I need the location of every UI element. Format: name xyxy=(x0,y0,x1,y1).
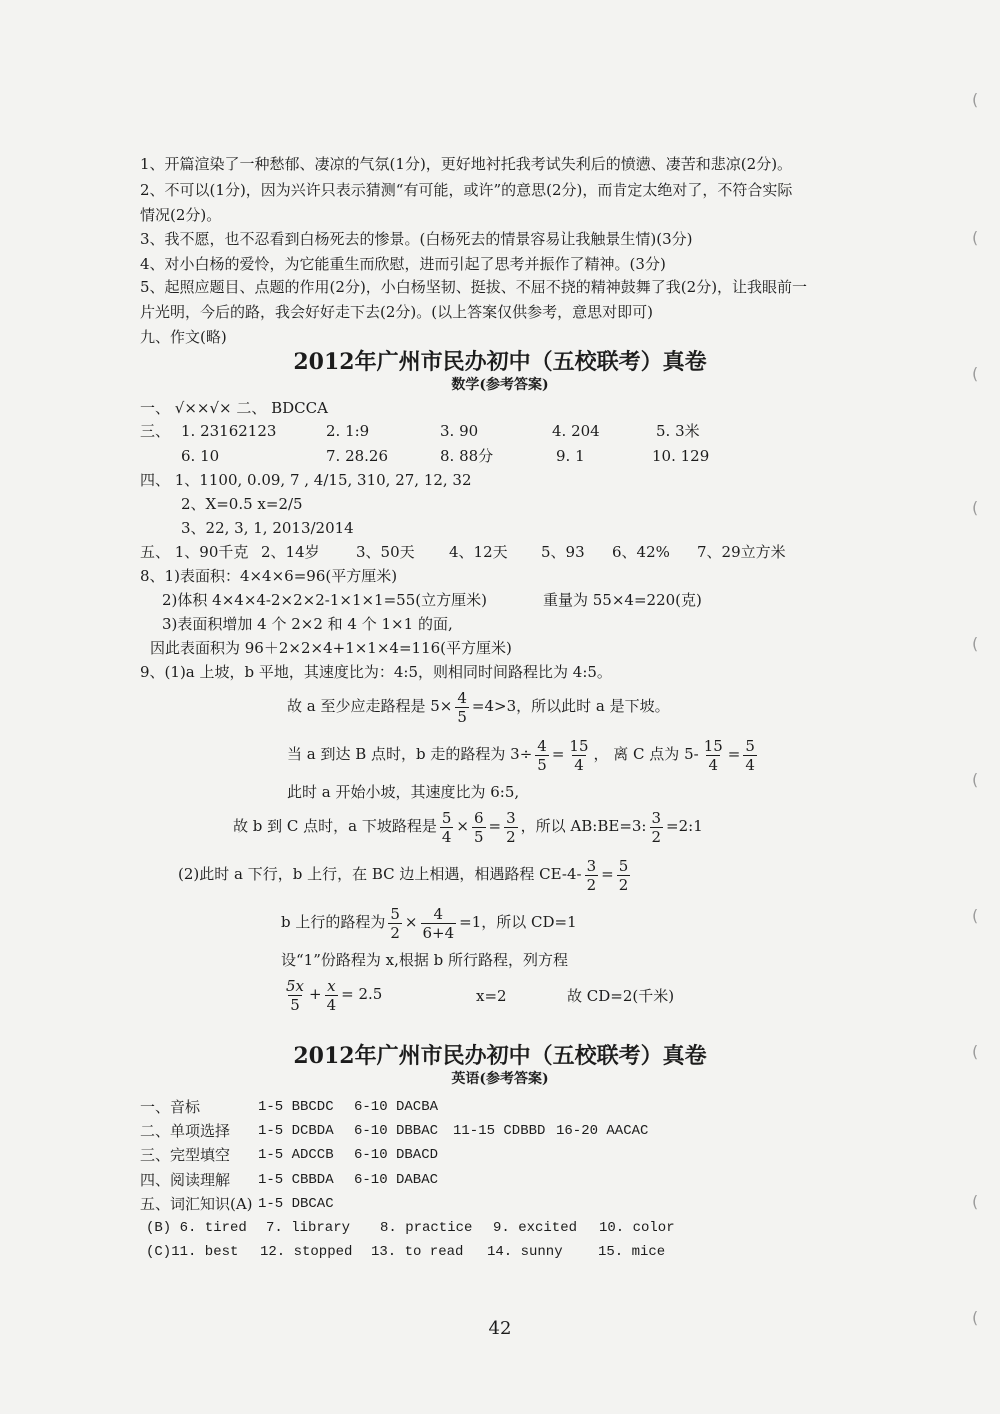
equals-sign: = xyxy=(488,817,502,835)
binding-mark: ( xyxy=(972,906,979,925)
english-subtitle: 英语(参考答案) xyxy=(451,1071,549,1087)
denominator: 5 xyxy=(474,827,484,846)
q9-3-text: 当 a 到达 B 点时，b 走的路程为 3÷ xyxy=(287,745,533,763)
math-q9-line6 xyxy=(178,856,633,894)
math-s3-item: 6. 10 xyxy=(181,447,220,465)
math-q9-line9 xyxy=(281,976,382,1014)
math-s4-line3: 3、22, 3, 1, 2013/2014 xyxy=(181,519,354,537)
math-s3-item: 3. 90 xyxy=(440,422,479,440)
chinese-answer-2-line1: 2、不可以(1分)，因为兴许只表示猜测“有可能，或许”的意思(2分)，而肯定太绝对了，不符合实际 xyxy=(140,181,793,199)
math-q8-line1: 8、1)表面积：4×4×6=96(平方厘米) xyxy=(140,567,398,585)
math-subtitle: 数学(参考答案) xyxy=(451,377,549,393)
fraction xyxy=(617,857,631,894)
numerator: 5 xyxy=(745,736,755,755)
chinese-answer-1: 1、开篇渲染了一种愁郁、凄凉的气氛(1分)，更好地衬托我考试失利后的愤懑、凄苦和悲凉(2分)。 xyxy=(140,155,793,173)
chinese-answer-3: 3、我不愿，也不忍看到白杨死去的惨景。(白杨死去的情景容易让我触景生情)(3分) xyxy=(140,230,693,248)
english-b-item: (B) 6. tired xyxy=(146,1220,247,1236)
english-answer: 6-10 DBBAC xyxy=(354,1123,439,1139)
english-row-label: 一、音标 xyxy=(140,1098,201,1116)
plus-sign: + xyxy=(309,985,322,1003)
english-answer: 1-5 BBCDC xyxy=(258,1099,334,1115)
english-answer: 16-20 AACAC xyxy=(556,1123,649,1139)
binding-mark: ( xyxy=(972,364,979,383)
numerator: 4 xyxy=(433,904,444,923)
math-s5-item: 五、 1、90千克 xyxy=(140,543,249,561)
math-s5-item: 5、93 xyxy=(541,543,585,561)
q9-5-text: 故 b 到 C 点时，a 下坡路程是 xyxy=(233,817,437,835)
equals-sign: = xyxy=(727,745,741,763)
fraction xyxy=(650,809,664,846)
q9-6-text: (2)此时 a 下行，b 上行，在 BC 边上相遇，相遇路程 CE-4- xyxy=(178,865,582,883)
denominator: 4 xyxy=(745,755,755,774)
math-q8-line2b: 重量为 55×4=220(克) xyxy=(543,591,702,609)
fraction xyxy=(504,809,518,846)
math-s3-item: 1. 23162123 xyxy=(181,422,277,440)
english-c-item: 14. sunny xyxy=(487,1244,563,1260)
equation-result: = 2.5 xyxy=(341,985,383,1003)
english-answer: 1-5 CBBDA xyxy=(258,1172,334,1188)
math-s5-item: 6、42% xyxy=(612,543,670,561)
fraction xyxy=(702,737,725,774)
denominator: 4 xyxy=(441,827,452,846)
math-q9-line8: 设“1”份路程为 x,根据 b 所行路程，列方程 xyxy=(281,951,569,969)
chinese-answer-5-line2: 片光明，今后的路，我会好好走下去(2分)。(以上答案仅供参考，意思对即可) xyxy=(140,303,653,321)
math-q9-line1: 9、(1)a 上坡，b 平地，其速度比为：4:5，则相同时间路程比为 4:5。 xyxy=(140,663,612,681)
q9-3-text: ， 离 C 点为 5- xyxy=(593,745,699,763)
numerator: 3 xyxy=(586,856,597,875)
times-sign: × xyxy=(404,913,418,931)
binding-mark: ( xyxy=(972,770,979,789)
math-s4-line2: 2、X=0.5 x=2/5 xyxy=(181,495,303,513)
english-c-item: (C)11. best xyxy=(146,1244,239,1260)
english-row-label: 四、阅读理解 xyxy=(140,1171,231,1189)
numerator xyxy=(325,977,337,995)
numerator: 5 xyxy=(618,856,629,875)
math-s3-item: 10. 129 xyxy=(652,447,710,465)
math-s5-item: 4、12天 xyxy=(449,543,508,561)
math-s3-item: 5. 3米 xyxy=(656,422,700,440)
chinese-answer-2-line2: 情况(2分)。 xyxy=(140,206,222,224)
fraction xyxy=(325,977,339,1014)
math-title: 2012年广州市民办初中（五校联考）真卷 xyxy=(293,349,707,375)
numerator: 15 xyxy=(703,736,723,755)
english-answer: 6-10 DBACD xyxy=(354,1147,439,1163)
denominator: 2 xyxy=(618,875,629,894)
q9-7-text: =1，所以 CD=1 xyxy=(459,913,577,931)
numerator xyxy=(284,977,306,995)
fraction xyxy=(421,905,457,942)
denominator: 2 xyxy=(390,923,400,942)
math-q9-line5 xyxy=(233,808,703,846)
math-s3-item: 7. 28.26 xyxy=(326,447,389,465)
fraction xyxy=(284,977,306,1014)
denominator: 2 xyxy=(586,875,597,894)
numerator: 3 xyxy=(651,808,662,827)
math-s5-item: 2、14岁 xyxy=(261,543,320,561)
chinese-answer-4: 4、对小白杨的爱怜，为它能重生而欣慰，进而引起了思考并振作了精神。(3分) xyxy=(140,255,666,273)
equals-sign: = xyxy=(551,745,565,763)
fraction xyxy=(440,809,454,846)
q9-5-text: =2:1 xyxy=(666,817,703,835)
binding-mark: ( xyxy=(972,1042,979,1061)
english-answer: 6-10 DACBA xyxy=(354,1099,439,1115)
numerator: 5 xyxy=(390,904,400,923)
math-s3-item: 9. 1 xyxy=(556,447,585,465)
chinese-answer-9: 九、作文(略) xyxy=(140,328,227,346)
fraction xyxy=(585,857,599,894)
math-q9-line7 xyxy=(281,904,577,942)
math-s3-item: 8. 88分 xyxy=(440,447,494,465)
fraction xyxy=(743,737,757,774)
math-section-1-2: 一、 √××√× 二、 BDCCA xyxy=(140,399,328,417)
q9-5-text: ，所以 AB:BE=3: xyxy=(520,817,647,835)
english-title: 2012年广州市民办初中（五校联考）真卷 xyxy=(293,1043,707,1069)
binding-mark: ( xyxy=(972,1308,979,1327)
numerator-text: 5x xyxy=(286,976,305,995)
english-c-item: 13. to read xyxy=(371,1244,464,1260)
numerator: 5 xyxy=(441,808,452,827)
math-q9-line4: 此时 a 开始小坡，其速度比为 6:5, xyxy=(287,783,520,801)
denominator: 6+4 xyxy=(422,923,455,942)
english-row-label: 五、词汇知识(A) xyxy=(140,1195,253,1213)
english-row-label: 三、完型填空 xyxy=(140,1146,231,1164)
numerator: 4 xyxy=(457,688,467,707)
denominator: 2 xyxy=(651,827,662,846)
fraction xyxy=(567,737,590,774)
binding-mark: ( xyxy=(972,1192,979,1211)
numerator: 6 xyxy=(474,808,484,827)
q9-2-text: 故 a 至少应走路程是 5× xyxy=(287,697,453,715)
english-answer: 1-5 DBCAC xyxy=(258,1196,334,1212)
math-q8-line4: 因此表面积为 96＋2×2×4+1×1×4=116(平方厘米) xyxy=(150,639,512,657)
english-answer: 1-5 ADCCB xyxy=(258,1147,334,1163)
denominator: 5 xyxy=(290,995,300,1014)
fraction xyxy=(455,689,469,726)
denominator: 4 xyxy=(574,755,584,774)
math-s5-item: 3、50天 xyxy=(356,543,415,561)
english-answer: 1-5 DCBDA xyxy=(258,1123,334,1139)
math-s3-item: 2. 1:9 xyxy=(326,422,370,440)
denominator: 5 xyxy=(537,755,547,774)
math-q8-line2a: 2)体积 4×4×4-2×2×2-1×1×1=55(立方厘米) xyxy=(162,591,487,609)
math-s3-label: 三、 xyxy=(140,422,171,440)
denominator: 4 xyxy=(326,995,337,1014)
binding-mark: ( xyxy=(972,634,979,653)
binding-mark: ( xyxy=(972,228,979,247)
english-answer: 11-15 CDBBD xyxy=(453,1123,546,1139)
english-answer: 6-10 DABAC xyxy=(354,1172,439,1188)
english-b-item: 10. color xyxy=(599,1220,675,1236)
english-c-item: 15. mice xyxy=(598,1244,666,1260)
english-row-label: 二、单项选择 xyxy=(140,1122,231,1140)
fraction xyxy=(535,737,549,774)
math-s5-item: 7、29立方米 xyxy=(697,543,786,561)
binding-mark: ( xyxy=(972,90,979,109)
denominator: 2 xyxy=(506,827,516,846)
fraction xyxy=(388,905,402,942)
q9-2-text: =4>3，所以此时 a 是下坡。 xyxy=(471,697,670,715)
numerator: 3 xyxy=(506,808,516,827)
english-b-item: 9. excited xyxy=(493,1220,578,1236)
math-s4-line1: 四、 1、1100, 0.09, 7 , 4/15, 310, 27, 12, 32 xyxy=(140,471,472,489)
math-q9-answer: 故 CD=2(千米) xyxy=(567,987,675,1005)
binding-mark: ( xyxy=(972,498,979,517)
math-q9-solution: x=2 xyxy=(476,987,507,1005)
english-c-item: 12. stopped xyxy=(260,1244,353,1260)
denominator: 4 xyxy=(708,755,718,774)
math-q9-line2 xyxy=(287,688,670,726)
fraction xyxy=(472,809,486,846)
times-sign: × xyxy=(456,817,469,835)
english-b-item: 8. practice xyxy=(380,1220,473,1236)
math-s3-item: 4. 204 xyxy=(552,422,600,440)
denominator: 5 xyxy=(457,707,467,726)
numerator-text: x xyxy=(327,976,336,995)
numerator: 15 xyxy=(569,736,589,755)
chinese-answer-5-line1: 5、起照应题目、点题的作用(2分)，小白杨坚韧、挺拔、不屈不挠的精神鼓舞了我(2分)，让我眼前一 xyxy=(140,278,808,296)
math-q8-line3: 3)表面积增加 4 个 2×2 和 4 个 1×1 的面, xyxy=(162,615,453,633)
page-number: 42 xyxy=(488,1318,512,1339)
q9-7-text: b 上行的路程为 xyxy=(281,913,386,931)
math-q9-line3 xyxy=(287,736,760,774)
english-b-item: 7. library xyxy=(266,1220,351,1236)
numerator: 4 xyxy=(537,736,547,755)
equals-sign: = xyxy=(601,865,614,883)
